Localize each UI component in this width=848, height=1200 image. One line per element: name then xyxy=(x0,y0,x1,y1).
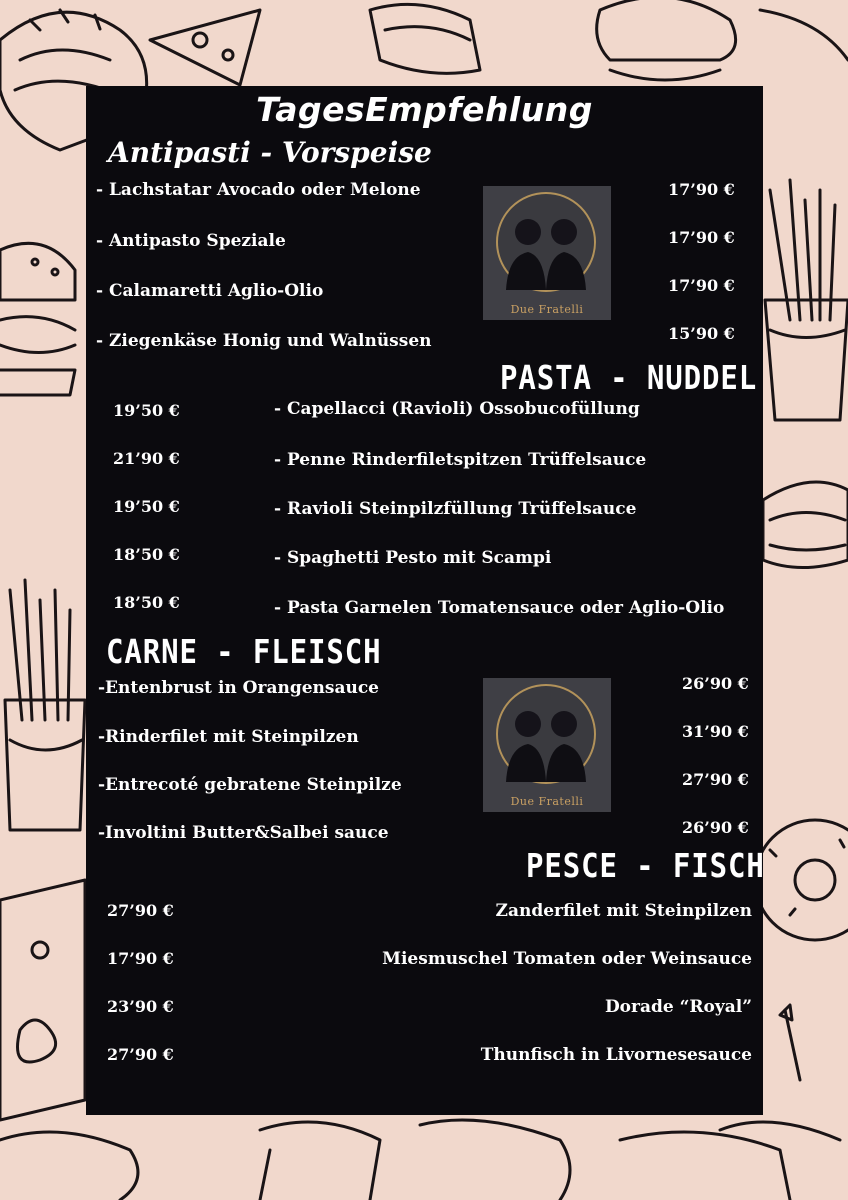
menu-panel xyxy=(86,86,763,1115)
pesce-item-price: 17’90 € xyxy=(107,949,174,968)
carne-item-name: -Involtini Butter&Salbei sauce xyxy=(98,823,389,843)
pesce-item-name: Thunfisch in Livornesesauce xyxy=(480,1045,752,1065)
pasta-item-name: - Ravioli Steinpilzfüllung Trüffelsauce xyxy=(274,499,637,519)
pesce-item-price: 23’90 € xyxy=(107,997,174,1016)
pasta-item-price: 19’50 € xyxy=(113,401,180,420)
pasta-item-name: - Capellacci (Ravioli) Ossobucofüllung xyxy=(274,399,640,419)
carne-item-name: -Rinderfilet mit Steinpilzen xyxy=(98,727,359,747)
pesce-item-price: 27’90 € xyxy=(107,1045,174,1064)
pasta-item-price: 21’90 € xyxy=(113,449,180,468)
pasta-item-price: 18’50 € xyxy=(113,593,180,612)
due-fratelli-logo xyxy=(483,186,611,320)
antipasti-item-price: 17’90 € xyxy=(668,276,735,295)
antipasti-item-name: - Lachstatar Avocado oder Melone xyxy=(96,180,421,200)
carne-item-price: 31’90 € xyxy=(682,722,749,741)
pasta-item-price: 19’50 € xyxy=(113,497,180,516)
menu-title: TagesEmpfehlung xyxy=(256,90,593,129)
carne-item-price: 26’90 € xyxy=(682,818,749,837)
pasta-item-name: - Pasta Garnelen Tomatensauce oder Aglio-Olio xyxy=(274,598,725,618)
carne-item-price: 27’90 € xyxy=(682,770,749,789)
pasta-heading: PASTA - NUDDEL xyxy=(500,358,758,397)
logo-brand-text: Due Fratelli xyxy=(510,795,584,808)
brothers-portrait-icon xyxy=(498,686,594,782)
antipasti-item-name: - Antipasto Speziale xyxy=(96,231,286,251)
pesce-heading: PESCE - FISCH xyxy=(526,846,765,885)
pasta-item-price: 18’50 € xyxy=(113,545,180,564)
antipasti-item-price: 15’90 € xyxy=(668,324,735,343)
antipasti-item-price: 17’90 € xyxy=(668,228,735,247)
antipasti-item-name: - Calamaretti Aglio-Olio xyxy=(96,281,324,301)
logo-portrait-ring xyxy=(496,684,596,784)
logo-portrait-ring xyxy=(496,192,596,292)
pesce-item-name: Zanderfilet mit Steinpilzen xyxy=(495,901,752,921)
carne-heading: CARNE - FLEISCH xyxy=(106,632,382,671)
carne-item-price: 26’90 € xyxy=(682,674,749,693)
carne-item-name: -Entrecoté gebratene Steinpilze xyxy=(98,775,402,795)
carne-item-name: -Entenbrust in Orangensauce xyxy=(98,678,379,698)
pesce-item-price: 27’90 € xyxy=(107,901,174,920)
pesce-item-name: Miesmuschel Tomaten oder Weinsauce xyxy=(382,949,752,969)
logo-brand-text: Due Fratelli xyxy=(510,303,584,316)
antipasti-item-name: - Ziegenkäse Honig und Walnüssen xyxy=(96,331,432,351)
brothers-portrait-icon xyxy=(498,194,594,290)
pasta-item-name: - Penne Rinderfiletspitzen Trüffelsauce xyxy=(274,450,647,470)
antipasti-item-price: 17’90 € xyxy=(668,180,735,199)
pesce-item-name: Dorade “Royal” xyxy=(604,997,752,1017)
pasta-item-name: - Spaghetti Pesto mit Scampi xyxy=(274,548,552,568)
antipasti-heading: Antipasti - Vorspeise xyxy=(108,136,432,169)
due-fratelli-logo xyxy=(483,678,611,812)
